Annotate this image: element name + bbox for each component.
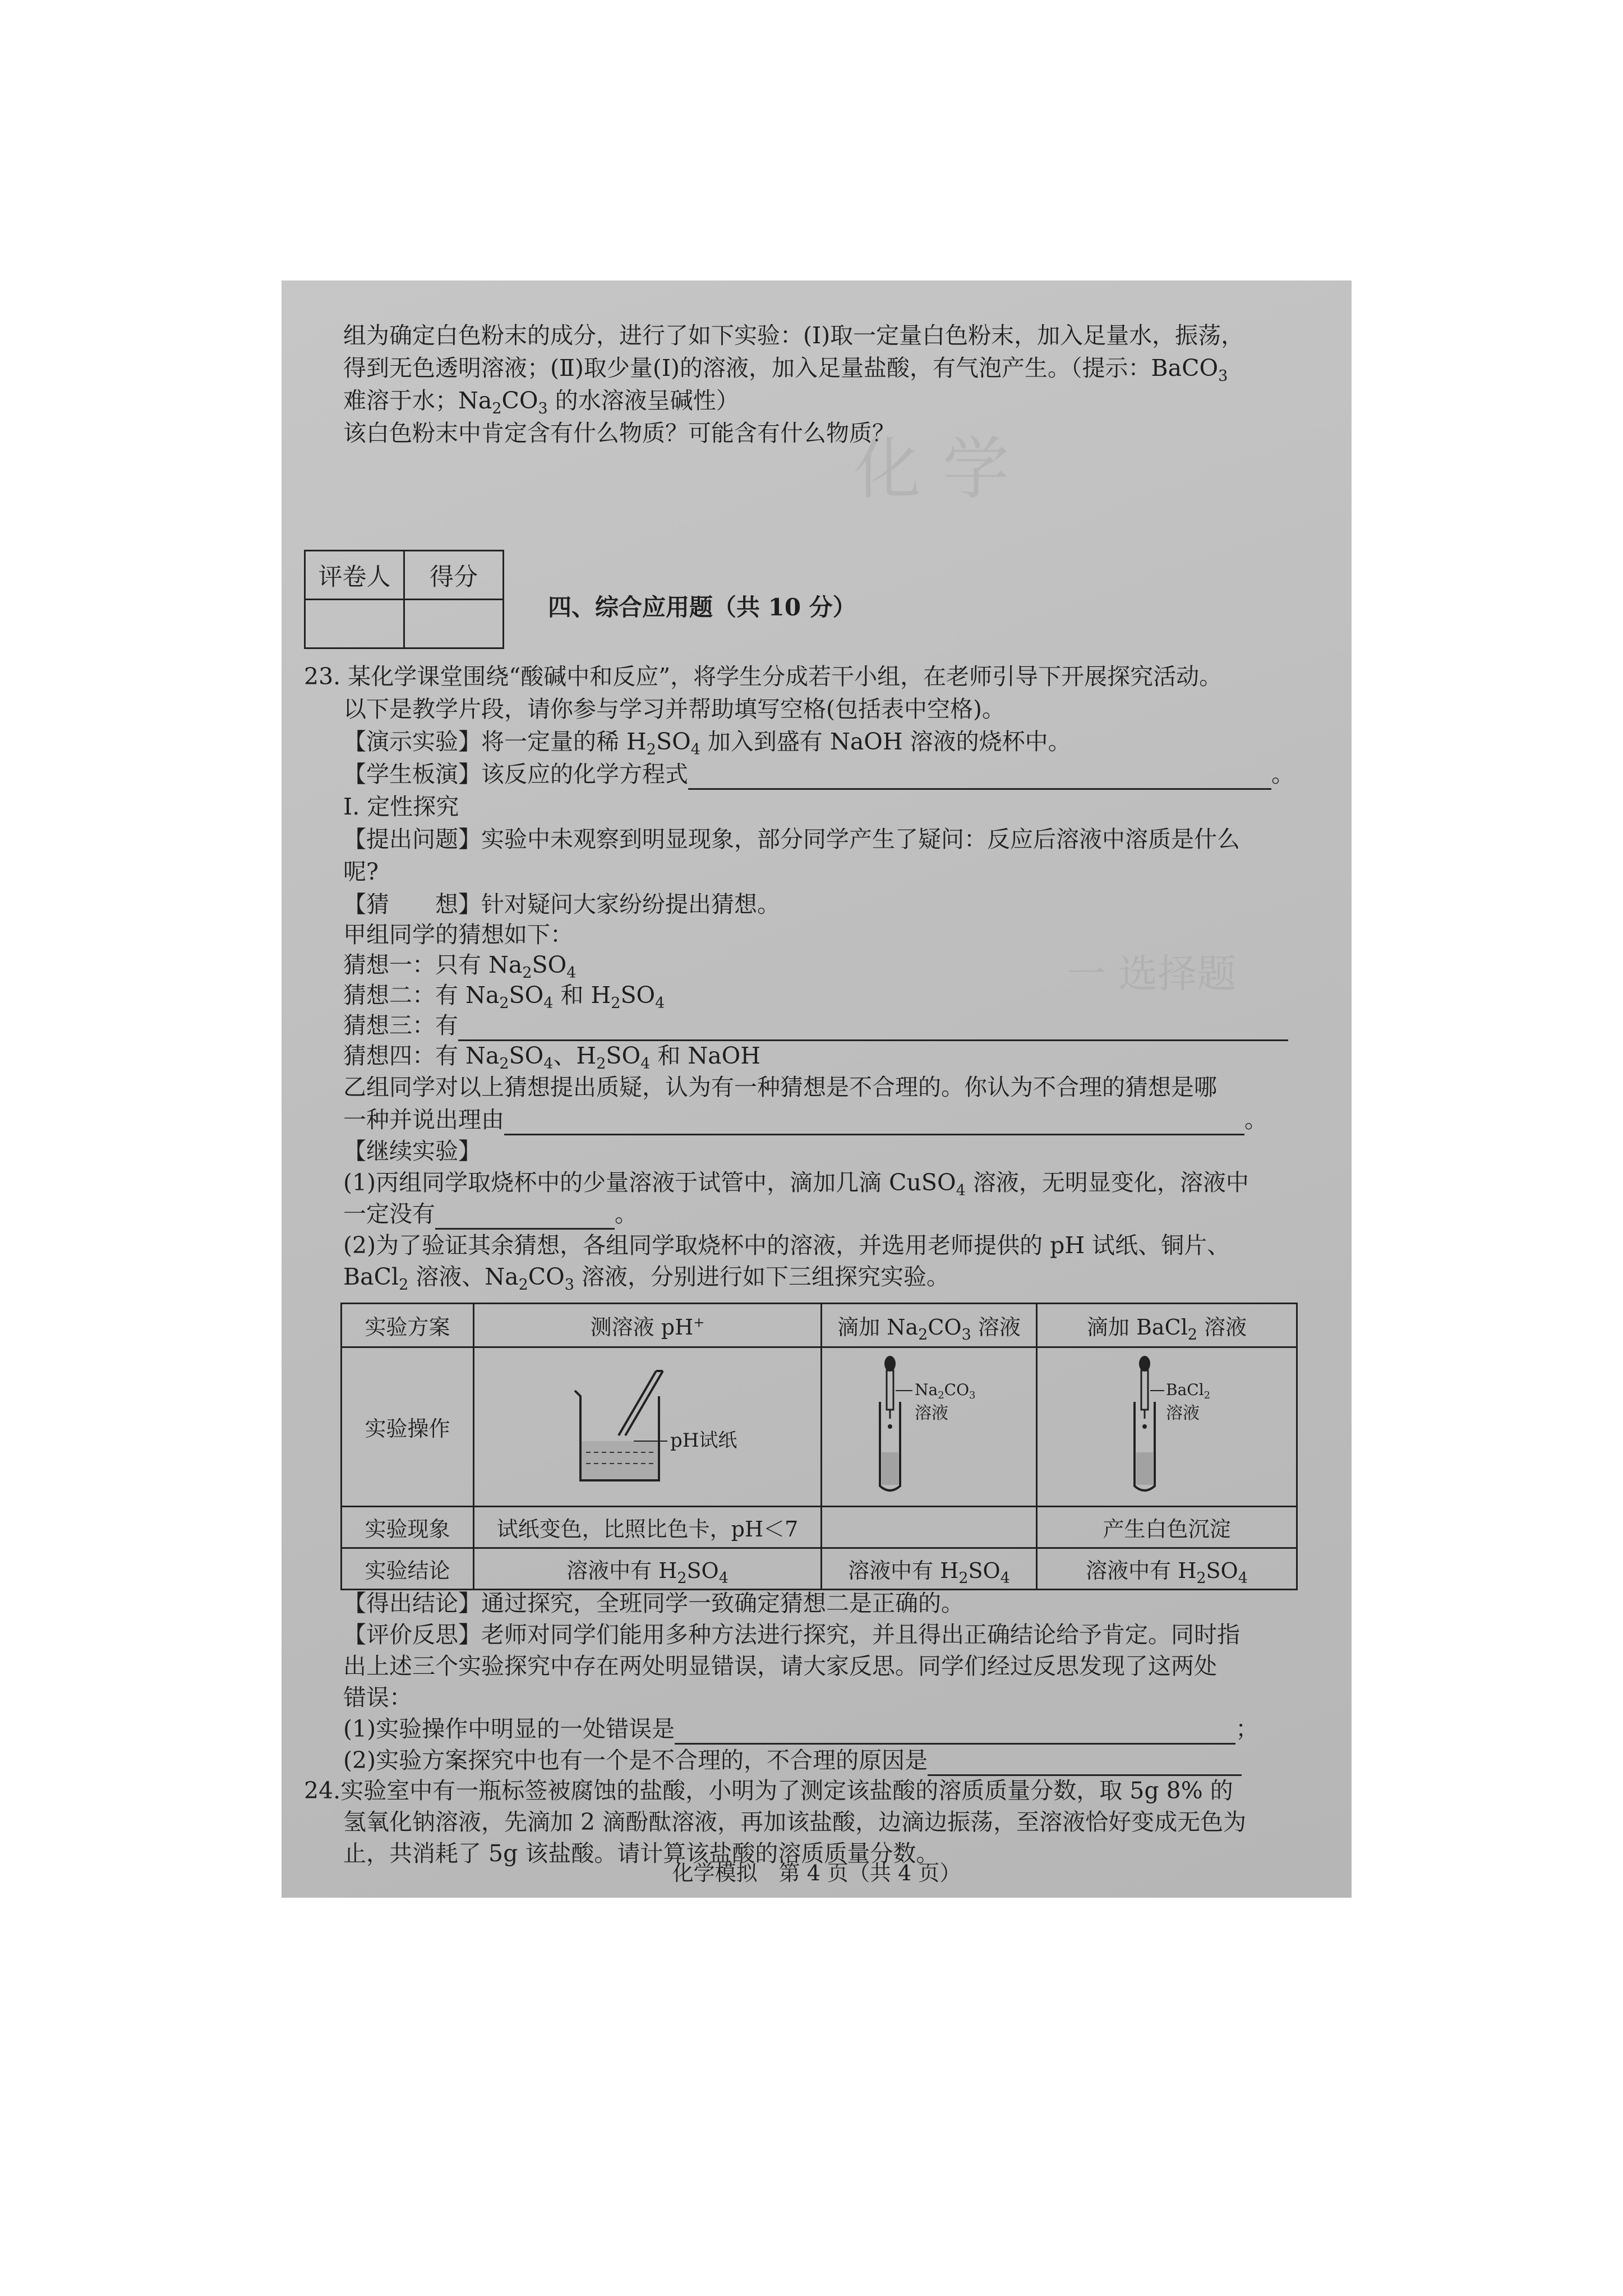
q23-demo: 【演示实验】将一定量的稀 $H_2SO_4$ 加入到盛有 NaOH 溶液的烧杯中。 (343, 728, 1071, 758)
experiment-table (340, 1303, 1298, 1590)
row-operation-label: 实验操作 (342, 1347, 474, 1507)
q23-guess-header: 【猜 想】针对疑问大家纷纷提出猜想。 (343, 891, 780, 918)
score-label: 得分 (404, 551, 504, 600)
guess-3-blank[interactable] (458, 1015, 1288, 1041)
svg-text:BaCl2: BaCl$_2$ (1165, 1381, 1210, 1401)
reviewer-cell (305, 600, 404, 648)
ph-conclusion: 溶液中有 $H_2SO_4$ (474, 1548, 822, 1590)
q23-cont-3: (2)为了验证其余猜想，各组同学取烧杯中的溶液，并选用老师提供的 pH 试纸、铜片、 (343, 1232, 1230, 1259)
q24-line-2: 氢氧化钠溶液，先滴加 2 滴酚酞溶液，再加该盐酸，边滴边振荡，至溶液恰好变成无色为 (343, 1809, 1247, 1835)
page-footer: 化学模拟 第 4 页（共 4 页） (672, 1861, 961, 1885)
dropper-tube-icon (1083, 1351, 1251, 1497)
q24-line-3: 止，共消耗了 5g 该盐酸。请计算该盐酸的溶质质量分数。 (343, 1840, 939, 1867)
svg-text:Na2CO3: $Na_2CO_3$ (914, 1381, 975, 1401)
equation-blank[interactable] (688, 763, 1271, 790)
intro-line-1: 组为确定白色粉末的成分，进行了如下实验：(Ⅰ)取一定量白色粉末，加入足量水，振荡， (343, 322, 1244, 349)
q24-number: 24. (304, 1777, 341, 1804)
row-phenomenon-label: 实验现象 (342, 1507, 474, 1548)
q23-group-a: 甲组同学的猜想如下： (343, 921, 573, 948)
na2co3-dropper-diagram (822, 1347, 1037, 1507)
na2co3-conclusion: 溶液中有 $H_2SO_4$ (822, 1548, 1037, 1590)
error-1-blank[interactable] (675, 1718, 1235, 1745)
reviewer-label: 评卷人 (305, 551, 404, 600)
header-ph: 测溶液 pH+ (474, 1304, 822, 1347)
header-bacl2: 滴加 BaCl$_2$ 溶液 (1037, 1304, 1297, 1347)
ph-paper-label: pH试纸 (670, 1429, 737, 1452)
q23-cont-2: 一定没有 。 (343, 1198, 638, 1230)
row-conclusion-label: 实验结论 (342, 1548, 474, 1590)
q23-equation: 【学生板演】该反应的化学方程式 。 (343, 758, 1294, 790)
scanned-exam-page: 化 学 一 选择题 组为确定白色粉末的成分，进行了如下实验：(Ⅰ)取一定量白色粉末，加入足量水，振荡， 得到无色透明溶液；(Ⅱ)取少量(Ⅰ)的溶液，加入足量盐酸，有气泡产生。（提示：BaCO$_3$ 难溶于水；$Na_2CO_3$ 的水溶液呈碱性） 该白色粉末中肯定含有什么物质？可能含有什么物质？ 评卷人 得分 四、综合应用题（共 10 分） 23. 某化学课堂围绕“酸碱中和反应”，将学生分成若干小组，在老师引导下开展探究活动。 以下是教学片段，请你参与学习并帮助填写空格(包括表中空格)。 【演示实验】将一定量的稀 $H_2SO_4$ 加入到盛有 NaOH 溶液的烧杯中。 【学生板演】该反应的化学方程式 。 Ⅰ. 定性探究 【提出问题】实验中未观察到明显现象，部分同学产生了疑问：反应后溶液中溶质是什么 呢? 【猜 想】针对疑问大家纷纷提出猜想。 甲组同学的猜想如下： 猜想一：只有 $Na_2SO_4$ 猜想二：有 $Na_2SO_4$ 和 $H_2SO_4$ 猜想三：有 猜想四：有 $Na_2SO_4$、$H_2SO_4$ 和 NaOH 乙组同学对以上猜想提出质疑，认为有一种猜想是不合理的。你认为不合理的猜想是哪 一种并说出理由 。 【继续实验】 (1)丙组同学取烧杯中的少量溶液于试管中，滴加几滴 CuSO$_4$ 溶液，无明显变化，溶液中 一定没有 。 (2)为了验证其余猜想，各组同学取烧杯中的溶液，并选用老师提供的 pH 试纸、铜片、 BaCl$_2$ 溶液、$Na_2CO_3$ 溶液，分别进行如下三组探究实验。 实验方案 测溶液 pH+ 滴加 $Na_2CO_3$ 溶液 滴加 BaCl$_2$ 溶液 实验操作 pH试纸 $Na_2CO_3$ 溶液 BaCl$_2$ 溶液 实验现象 试纸变色，比照比色卡，pH＜7 产生白色沉淀 实验结论 溶液中有 $H_2SO_4$ 溶液中有 $H_2SO_4$ 溶液中有 $H_2SO_4$ 【得出结论】通过探究，全班同学一致确定猜想二是正确的。 【评价反思】老师对同学们能用多种方法进行探究，并且得出正确结论给予肯定。同时指 出上述三个实验探究中存在两处明显错误，请大家反思。同学们经过反思发现了这两处 错误： (1)实验操作中明显的一处错误是 ； (2)实验方案探究中也有一个是不合理的，不合理的原因是 24.实验室中有一瓶标签被腐蚀的盐酸，小明为了测定该盐酸的溶质质量分数，取 5g 8% 的 氢氧化钠溶液，先滴加 2 滴酚酞溶液，再加该盐酸，边滴边振荡，至溶液恰好变成无色为 止，共消耗了 5g 该盐酸。请计算该盐酸的溶质质量分数。 化学模拟 第 4 页（共 4 页） (282, 280, 1352, 1898)
conclusion-line: 【得出结论】通过探究，全班同学一致确定猜想二是正确的。 (343, 1590, 964, 1617)
reason-blank[interactable] (504, 1109, 1244, 1135)
bacl2-conclusion: 溶液中有 $H_2SO_4$ (1037, 1548, 1297, 1590)
beaker-ph-paper-icon (536, 1357, 760, 1492)
error-1: (1)实验操作中明显的一处错误是 ； (343, 1713, 1258, 1745)
q23-cont-1: (1)丙组同学取烧杯中的少量溶液于试管中，滴加几滴 CuSO$_4$ 溶液，无明显变化，溶液中 (343, 1169, 1249, 1199)
q23-problem: 【提出问题】实验中未观察到明显现象，部分同学产生了疑问：反应后溶液中溶质是什么 (343, 826, 1240, 853)
na2co3-phenomenon-blank[interactable] (822, 1507, 1037, 1548)
q23-number: 23. (304, 663, 341, 690)
reflection-line-3: 错误： (343, 1684, 412, 1711)
svg-text:溶液: 溶液 (914, 1404, 948, 1423)
header-scheme: 实验方案 (342, 1304, 474, 1347)
guess-2: 猜想二：有 $Na_2SO_4$ 和 $H_2SO_4$ (343, 982, 665, 1012)
header-na2co3: 滴加 $Na_2CO_3$ 溶液 (822, 1304, 1037, 1347)
bacl2-phenomenon: 产生白色沉淀 (1037, 1507, 1297, 1548)
q23-group-b-1: 乙组同学对以上猜想提出质疑，认为有一种猜想是不合理的。你认为不合理的猜想是哪 (343, 1074, 1217, 1101)
error-2: (2)实验方案探究中也有一个是不合理的，不合理的原因是 (343, 1745, 1242, 1776)
q23-line-2: 以下是教学片段，请你参与学习并帮助填写空格(包括表中空格)。 (343, 696, 1005, 723)
guess-4: 猜想四：有 $Na_2SO_4$、$H_2SO_4$ 和 NaOH (343, 1042, 761, 1073)
reflection-line-1: 【评价反思】老师对同学们能用多种方法进行探究，并且得出正确结论给予肯定。同时指 (343, 1621, 1240, 1648)
intro-line-3: 难溶于水；$Na_2CO_3$ 的水溶液呈碱性） (343, 387, 739, 417)
absent-blank[interactable] (435, 1203, 615, 1230)
q23-cont-4: BaCl$_2$ 溶液、$Na_2CO_3$ 溶液，分别进行如下三组探究实验。 (343, 1263, 949, 1294)
error-2-blank[interactable] (928, 1750, 1242, 1776)
svg-text:溶液: 溶液 (1165, 1404, 1200, 1423)
guess-1: 猜想一：只有 $Na_2SO_4$ (343, 951, 577, 982)
q23-group-b-2: 一种并说出理由 。 (343, 1104, 1267, 1135)
reflection-line-2: 出上述三个实验探究中存在两处明显错误，请大家反思。同学们经过反思发现了这两处 (343, 1653, 1217, 1680)
ph-phenomenon: 试纸变色，比照比色卡，pH＜7 (474, 1507, 822, 1548)
guess-3: 猜想三：有 (343, 1010, 1288, 1041)
q23-continue: 【继续实验】 (343, 1138, 481, 1165)
score-box (304, 550, 504, 649)
bacl2-dropper-diagram (1037, 1347, 1297, 1507)
q23-problem-end: 呢? (343, 858, 379, 885)
score-cell (404, 600, 504, 648)
q23-qualitative: Ⅰ. 定性探究 (343, 793, 459, 820)
dropper-tube-icon (845, 1351, 1013, 1497)
q24-line-1: 24.实验室中有一瓶标签被腐蚀的盐酸，小明为了测定该盐酸的溶质质量分数，取 5g 8% 的 (304, 1777, 1233, 1804)
intro-question: 该白色粉末中肯定含有什么物质？可能含有什么物质？ (343, 420, 895, 447)
section-title: 四、综合应用题（共 10 分） (548, 593, 856, 621)
q23-line-1: 23. 某化学课堂围绕“酸碱中和反应”，将学生分成若干小组，在老师引导下开展探究活动。 (304, 663, 1223, 690)
intro-line-2: 得到无色透明溶液；(Ⅱ)取少量(Ⅰ)的溶液，加入足量盐酸，有气泡产生。（提示：BaCO$_3$ (343, 355, 1228, 385)
ph-test-diagram (474, 1347, 822, 1507)
